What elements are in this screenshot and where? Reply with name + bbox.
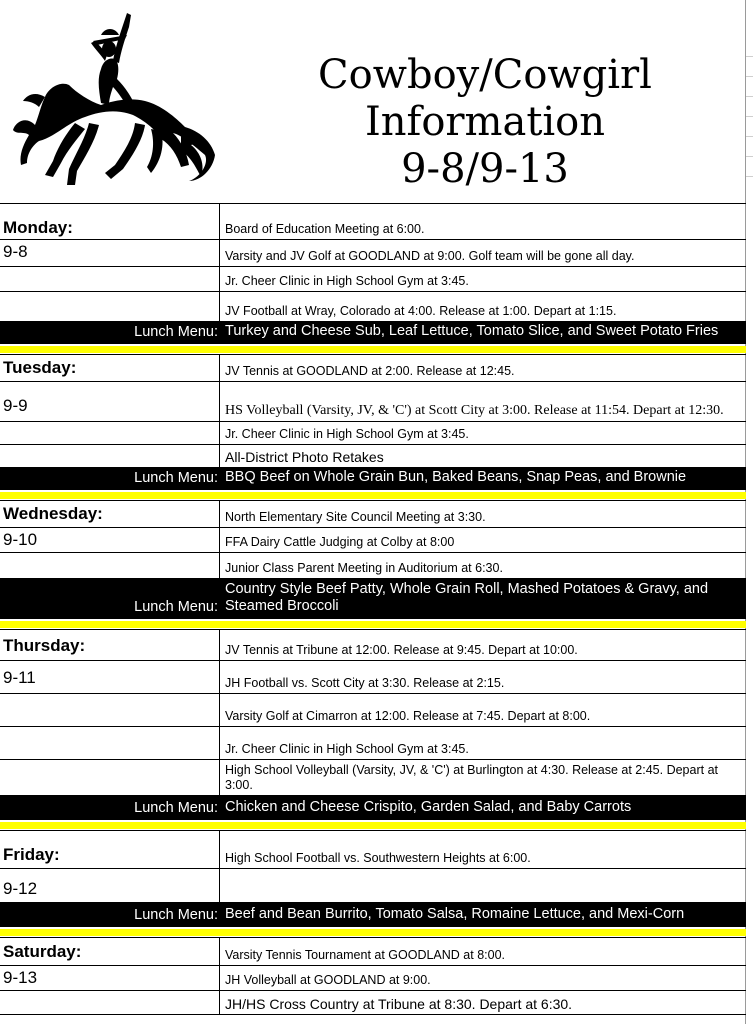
event-text: Varsity and JV Golf at GOODLAND at 9:00. Golf team will be gone all day. xyxy=(225,249,635,263)
date-saturday: 9-13 xyxy=(3,968,38,987)
lunch-menu-friday: Beef and Bean Burrito, Tomato Salsa, Romaine Lettuce, and Mexi-Corn xyxy=(225,906,685,922)
event-text: JV Tennis at GOODLAND at 2:00. Release at 12:45. xyxy=(225,364,515,378)
grid-line xyxy=(746,56,753,57)
table-row xyxy=(0,831,746,869)
event-text: Board of Education Meeting at 6:00. xyxy=(225,222,425,236)
event-text: Jr. Cheer Clinic in High School Gym at 3:45. xyxy=(225,742,469,756)
lunch-menu-row xyxy=(0,322,746,344)
date-wednesday: 9-10 xyxy=(3,530,38,549)
lunch-menu-row xyxy=(0,468,746,490)
date-friday: 9-12 xyxy=(3,879,38,898)
event-text: Jr. Cheer Clinic in High School Gym at 3:45. xyxy=(225,427,469,441)
event-text: Varsity Golf at Cimarron at 12:00. Release at 7:45. Depart at 8:00. xyxy=(225,709,591,723)
schedule-table xyxy=(0,203,746,1015)
lunch-menu-label: Lunch Menu: xyxy=(134,599,218,615)
page-title xyxy=(300,52,670,193)
table-row xyxy=(0,869,746,903)
table-row xyxy=(0,727,746,760)
event-text: Jr. Cheer Clinic in High School Gym at 3:45. xyxy=(225,274,469,288)
event-text: JH/HS Cross Country at Tribune at 8:30. Depart at 6:30. xyxy=(225,996,573,1012)
event-text: JH Football vs. Scott City at 3:30. Release at 2:15. xyxy=(225,676,505,690)
table-row xyxy=(0,292,746,322)
event-text: JH Volleyball at GOODLAND at 9:00. xyxy=(225,973,431,987)
lunch-menu-row xyxy=(0,579,746,619)
day-name-thursday: Thursday: xyxy=(3,636,86,655)
day-name-wednesday: Wednesday: xyxy=(3,504,103,523)
highlight-divider xyxy=(0,344,746,355)
day-name-tuesday: Tuesday: xyxy=(3,358,77,377)
bucking-bronco-logo-icon xyxy=(5,5,215,195)
table-row xyxy=(0,204,746,240)
table-row xyxy=(0,694,746,727)
table-row xyxy=(0,760,746,796)
highlight-divider xyxy=(0,927,746,938)
table-row xyxy=(0,966,746,991)
lunch-menu-label: Lunch Menu: xyxy=(134,907,218,923)
table-row xyxy=(0,938,746,966)
grid-line xyxy=(746,116,753,117)
grid-line xyxy=(746,156,753,157)
highlight-divider xyxy=(0,820,746,831)
lunch-menu-label: Lunch Menu: xyxy=(134,470,218,486)
table-row xyxy=(0,553,746,579)
lunch-menu-thursday: Chicken and Cheese Crispito, Garden Salad, and Baby Carrots xyxy=(225,799,632,815)
lunch-menu-label: Lunch Menu: xyxy=(134,324,218,340)
day-name-saturday: Saturday: xyxy=(3,942,82,961)
grid-line xyxy=(746,176,753,177)
lunch-menu-monday: Turkey and Cheese Sub, Leaf Lettuce, Tomato Slice, and Sweet Potato Fries xyxy=(225,323,719,339)
table-row xyxy=(0,355,746,382)
date-tuesday: 9-9 xyxy=(3,396,28,415)
table-row xyxy=(0,528,746,553)
lunch-menu-wednesday: Country Style Beef Patty, Whole Grain Roll, Mashed Potatoes & Gravy, and Steamed Broccoli xyxy=(225,581,709,614)
event-text: High School Football vs. Southwestern Heights at 6:00. xyxy=(225,851,531,865)
table-row xyxy=(0,661,746,694)
grid-line xyxy=(746,96,753,97)
title-line-2: Information xyxy=(364,99,606,145)
date-monday: 9-8 xyxy=(3,242,28,261)
event-text: HS Volleyball (Varsity, JV, & 'C') at Scott City at 3:00. Release at 11:54. Depart at 12:30. xyxy=(225,403,724,418)
highlight-divider xyxy=(0,619,746,630)
grid-line xyxy=(746,136,753,137)
event-text: All-District Photo Retakes xyxy=(225,449,384,465)
header xyxy=(0,0,753,203)
event-text: Varsity Tennis Tournament at GOODLAND at 8:00. xyxy=(225,948,505,962)
table-row xyxy=(0,240,746,267)
table-row xyxy=(0,267,746,292)
highlight-divider xyxy=(0,490,746,501)
event-text: JV Football at Wray, Colorado at 4:00. Release at 1:00. Depart at 1:15. xyxy=(225,304,617,318)
table-row xyxy=(0,382,746,422)
event-text: North Elementary Site Council Meeting at 3:30. xyxy=(225,510,486,524)
lunch-menu-row xyxy=(0,796,746,820)
event-text: FFA Dairy Cattle Judging at Colby at 8:00 xyxy=(225,535,455,549)
event-text: Junior Class Parent Meeting in Auditorium at 6:30. xyxy=(225,561,503,575)
lunch-menu-tuesday: BBQ Beef on Whole Grain Bun, Baked Beans, Snap Peas, and Brownie xyxy=(225,469,687,485)
table-row xyxy=(0,630,746,661)
event-text: JV Tennis at Tribune at 12:00. Release at 9:45. Depart at 10:00. xyxy=(225,643,578,657)
table-row xyxy=(0,991,746,1015)
lunch-menu-row xyxy=(0,903,746,927)
table-row xyxy=(0,445,746,468)
date-thursday: 9-11 xyxy=(3,668,36,687)
table-row xyxy=(0,501,746,528)
grid-line xyxy=(746,76,753,77)
event-text: High School Volleyball (Varsity, JV, & 'C') at Burlington at 4:30. Release at 2:45. Depart at 3:00. xyxy=(225,763,718,792)
title-line-3: 9-8/9-13 xyxy=(401,146,569,192)
table-row xyxy=(0,422,746,445)
day-name-friday: Friday: xyxy=(3,845,60,864)
day-name-monday: Monday: xyxy=(3,218,73,237)
lunch-menu-label: Lunch Menu: xyxy=(134,800,218,816)
title-line-1: Cowboy/Cowgirl xyxy=(318,52,652,98)
